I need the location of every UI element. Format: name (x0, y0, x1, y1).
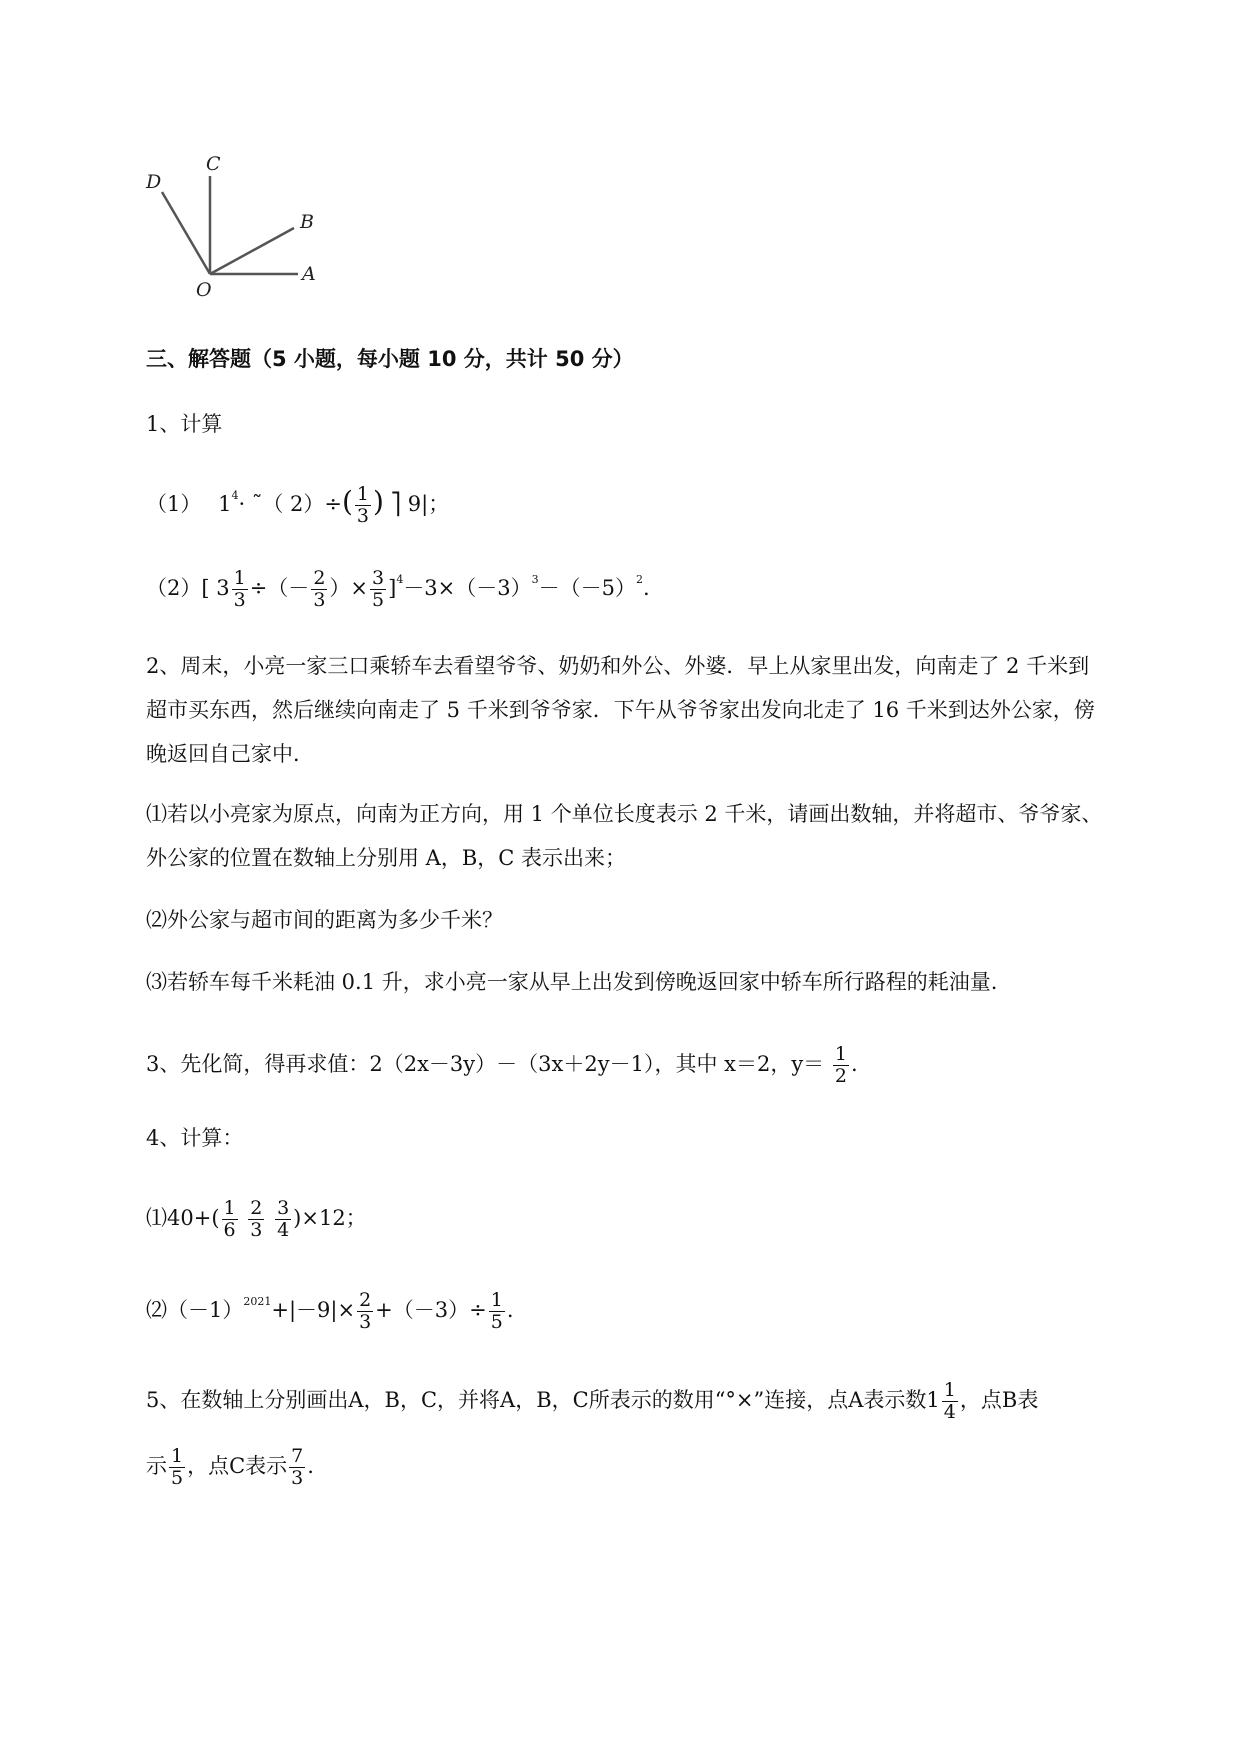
q3-end: . (850, 1052, 858, 1076)
q1-p1-c: ˜（ 2）÷ (251, 492, 342, 516)
q2-s2: ⑵外公家与超市间的距离为多少千米？ (146, 908, 503, 932)
q1-p2-op2: ）× (329, 576, 369, 600)
section-title: 三、解答题（5 小题，每小题 10 分，共计 50 分） (146, 347, 634, 371)
ray-od (162, 192, 210, 274)
label-d: D (146, 171, 162, 193)
q3-text: 3、先化简，得再求值：2（2x－3y）－（3x＋2y－1），其中 x＝2，y＝ (146, 1052, 825, 1076)
q1-p2-post1: ] (388, 576, 397, 600)
q1-p2-post2: －3×（－3） (403, 576, 532, 600)
q4-p2-mid: +|－9|× (271, 1298, 356, 1322)
q1-p2-end: . (643, 576, 650, 600)
q1-title: 1、计算 (146, 412, 223, 436)
q5-line1a: 5、在数轴上分别画出A，B，C，并将A，B，C所表示的数用“°×”连接，点A表示数1 (146, 1388, 940, 1412)
q5-line2a: 示 (146, 1454, 167, 1478)
q1-p1-b: · (238, 492, 246, 516)
q5-line2b: ，点C表示 (187, 1454, 288, 1478)
q4-p2-end: . (506, 1298, 514, 1322)
q5-line2c: . (307, 1454, 314, 1478)
q1-part1: （1） $1^4\cdot$ ˜（ 2）÷( $\frac{1}{3}$ ) ⎤ 9|； (146, 483, 450, 527)
q2-line1: 2、周末，小亮一家三口乘轿车去看望爷爷、奶奶和外公、外婆．早上从家里出发，向南走了 2 千米到 (146, 654, 1090, 678)
q4-p2-mid2: +（－3）÷ (375, 1298, 487, 1322)
label-b: B (300, 211, 314, 233)
q1-p2-label: （2） (146, 576, 202, 600)
q1-p1-frac: $\frac{1}{3}$ (356, 483, 369, 527)
q2-line3: 晚返回自己家中． (146, 742, 314, 766)
q4-part1 (146, 1198, 367, 1241)
q5-frac3: $\frac{7}{3}$ (291, 1445, 304, 1489)
q2-s3: ⑶若轿车每千米耗油 0.1 升，求小亮一家从早上出发到傍晚返回家中轿车所行路程的耗油量. (146, 970, 998, 994)
label-o: O (196, 279, 212, 300)
q4-p1-frac1: $\frac{1}{6}$ (223, 1197, 236, 1241)
q1-p2-post3: －（－5） (538, 576, 637, 600)
q4-p2-frac2: $\frac{1}{5}$ (490, 1289, 503, 1333)
q1-p2-sup2: 3 (531, 573, 539, 586)
q2-s1-line2: 外公家的位置在数轴上分别用 A，B，C 表示出来； (146, 846, 627, 870)
q4-title: 4、计算： (146, 1126, 244, 1150)
q1-p1-label: （1） (146, 492, 202, 516)
q5-frac1: $\frac{1}{4}$ (943, 1379, 956, 1423)
q4-p2-frac1: $\frac{2}{3}$ (359, 1289, 372, 1333)
q1-p2-frac2: $\frac{2}{3}$ (313, 567, 326, 611)
q5-line1 (146, 1380, 1038, 1423)
q1-p1-sup: 4 (231, 489, 239, 502)
q5-frac2: $\frac{1}{5}$ (171, 1445, 184, 1489)
q1-p2-frac3: $\frac{3}{5}$ (372, 567, 385, 611)
q4-p1-label: ⑴40+( (146, 1206, 220, 1230)
q3 (146, 1044, 858, 1087)
q2-s1-line1: ⑴若以小亮家为原点，向南为正方向，用 1 个单位长度表示 2 千米，请画出数轴，并将超市、爷爷家、 (146, 802, 1103, 826)
label-a: A (302, 263, 316, 285)
q4-p1-frac2: $\frac{2}{3}$ (250, 1197, 263, 1241)
q1-p1-d: ⎤ 9|； (390, 492, 450, 516)
q4-p2-sup: 2021 (243, 1295, 272, 1308)
q1-p1-a: 1 (218, 492, 232, 516)
q1-p2-op1: ÷（－ (249, 576, 310, 600)
q4-p1-frac3: $\frac{3}{4}$ (277, 1197, 290, 1241)
q4-p2-label: ⑵（－1） (146, 1298, 244, 1322)
q1-p2-sup3: 2 (636, 573, 644, 586)
q1-p2-frac1: $\frac{1}{3}$ (233, 567, 246, 611)
q1-p2-pre: [ 3 (201, 576, 230, 600)
q5-line1b: ，点B表 (959, 1388, 1039, 1412)
q2-line2: 超市买东西，然后继续向南走了 5 千米到爷爷家．下午从爷爷家出发向北走了 16 千米到达外公家，傍 (146, 698, 1095, 722)
q5-line2 (146, 1446, 314, 1489)
angle-figure (140, 150, 340, 300)
q1-part2 (146, 568, 650, 611)
ray-ob (210, 228, 294, 274)
label-c: C (206, 153, 221, 175)
q3-frac: $\frac{1}{2}$ (834, 1043, 847, 1087)
q4-part2 (146, 1290, 514, 1333)
q1-p2-sup1: 4 (396, 573, 404, 586)
q4-p1-end: )×12； (293, 1206, 367, 1230)
